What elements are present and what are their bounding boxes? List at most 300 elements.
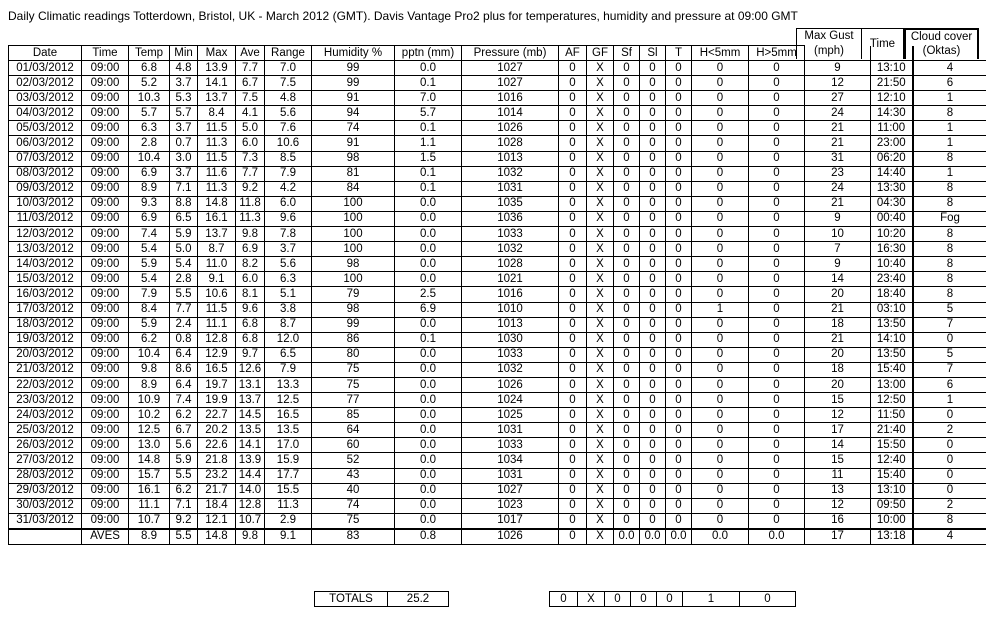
cell-gf: X xyxy=(587,513,614,529)
cell-cloud-cover: 1 xyxy=(913,121,986,136)
cell-date: 22/03/2012 xyxy=(9,377,82,392)
cell-h-gt-5mm: 0 xyxy=(749,91,805,106)
cell-pptn: 0.8 xyxy=(395,529,462,545)
cell-af: 0 xyxy=(559,513,587,529)
cell-max-gust: 17 xyxy=(805,423,871,438)
cell-h-lt-5mm: 0 xyxy=(692,272,749,287)
cell-min: 8.6 xyxy=(170,362,198,377)
cell-gust-time: 11:00 xyxy=(871,121,913,136)
cell-gust-time: 23:00 xyxy=(871,136,913,151)
cell-max: 23.2 xyxy=(198,468,236,483)
cell-min: 6.4 xyxy=(170,347,198,362)
cell-h-lt-5mm: 0 xyxy=(692,498,749,513)
cell-pptn: 0.1 xyxy=(395,181,462,196)
cell-date: 25/03/2012 xyxy=(9,423,82,438)
cell-range: 7.9 xyxy=(265,166,312,181)
cell-t: 0 xyxy=(666,423,692,438)
cell-humidity: 75 xyxy=(312,513,395,529)
cell-pressure: 1036 xyxy=(462,211,559,226)
table-row xyxy=(9,423,986,438)
cell-h-gt-5mm: 0 xyxy=(749,393,805,408)
cell-max-gust: 27 xyxy=(805,91,871,106)
cell-max-gust: 12 xyxy=(805,408,871,423)
cell-sl: 0 xyxy=(640,227,666,242)
cell-cloud-cover: 8 xyxy=(913,513,986,529)
cell-max-gust: 9 xyxy=(805,211,871,226)
cell-pptn: 0.0 xyxy=(395,317,462,332)
cell-max: 12.8 xyxy=(198,332,236,347)
cell-temp: 5.2 xyxy=(129,76,170,91)
cell-range: 7.0 xyxy=(265,61,312,76)
cell-min: 4.8 xyxy=(170,61,198,76)
cell-gf: X xyxy=(587,136,614,151)
cell-gf: X xyxy=(587,166,614,181)
cell-pptn: 0.1 xyxy=(395,121,462,136)
cell-time: 09:00 xyxy=(82,468,129,483)
cell-h-lt-5mm: 0 xyxy=(692,166,749,181)
cell-h-gt-5mm: 0 xyxy=(749,483,805,498)
cell-gf: X xyxy=(587,211,614,226)
cell-pressure: 1035 xyxy=(462,196,559,211)
cell-max-gust: 13 xyxy=(805,483,871,498)
cell-t: 0 xyxy=(666,181,692,196)
cell-time: 09:00 xyxy=(82,498,129,513)
cell-range: 15.5 xyxy=(265,483,312,498)
cell-max: 14.1 xyxy=(198,76,236,91)
cell-t: 0 xyxy=(666,166,692,181)
cell-af: 0 xyxy=(559,423,587,438)
cell-sl: 0 xyxy=(640,317,666,332)
cell-gust-time: 18:40 xyxy=(871,287,913,302)
cell-temp: 12.5 xyxy=(129,423,170,438)
cell-gf: X xyxy=(587,393,614,408)
cell-pressure: 1023 xyxy=(462,498,559,513)
cell-range: 11.3 xyxy=(265,498,312,513)
cell-t: 0 xyxy=(666,302,692,317)
cell-sl: 0 xyxy=(640,181,666,196)
cell-date: 02/03/2012 xyxy=(9,76,82,91)
table-row xyxy=(9,438,986,453)
cell-gust-time: 09:50 xyxy=(871,498,913,513)
cell-humidity: 80 xyxy=(312,347,395,362)
cell-range: 10.6 xyxy=(265,136,312,151)
cell-ave: 9.8 xyxy=(236,227,265,242)
cell-gf: X xyxy=(587,317,614,332)
cell-sf: 0.0 xyxy=(614,529,640,545)
cell-pressure: Pressure (mb) xyxy=(462,46,559,61)
cell-min: 2.4 xyxy=(170,317,198,332)
cell-h-lt-5mm: H<5mm xyxy=(692,46,749,61)
cell-gf: X xyxy=(587,498,614,513)
cell-pressure: 1033 xyxy=(462,438,559,453)
cell-sf: 0 xyxy=(614,181,640,196)
cell-min: 5.5 xyxy=(170,468,198,483)
cell-cloud-cover: 4 xyxy=(913,529,986,545)
cell-cloud-cover: 8 xyxy=(913,272,986,287)
cell-min: 7.4 xyxy=(170,393,198,408)
cell-gust-time: 03:10 xyxy=(871,302,913,317)
cell-max-gust: 17 xyxy=(805,529,871,545)
cell-range: 8.7 xyxy=(265,317,312,332)
cell-range: 17.0 xyxy=(265,438,312,453)
table-row xyxy=(9,91,986,106)
cell-time: 09:00 xyxy=(82,332,129,347)
cell-af: 0 xyxy=(559,287,587,302)
cell-max-gust: 9 xyxy=(805,257,871,272)
cell-af: 0 xyxy=(559,272,587,287)
cell-h-lt-5mm: 0 xyxy=(692,91,749,106)
cell-t: 0 xyxy=(666,227,692,242)
cell-h-gt-5mm: H>5mm xyxy=(749,46,805,61)
cell-sf: 0 xyxy=(614,166,640,181)
cell-ave: 5.0 xyxy=(236,121,265,136)
cell-ave: 7.3 xyxy=(236,151,265,166)
cell-cloud-cover: 5 xyxy=(913,347,986,362)
cell-pressure: 1010 xyxy=(462,302,559,317)
cell-t: 0.0 xyxy=(666,529,692,545)
cell-range: 6.3 xyxy=(265,272,312,287)
cell-humidity: 81 xyxy=(312,166,395,181)
table-row xyxy=(9,332,986,347)
cell-gust-time: 13:18 xyxy=(871,529,913,545)
cell-min: 5.0 xyxy=(170,242,198,257)
cell-gf: X xyxy=(587,242,614,257)
cell-date: 20/03/2012 xyxy=(9,347,82,362)
cell-pressure: 1017 xyxy=(462,513,559,529)
cell-date: 16/03/2012 xyxy=(9,287,82,302)
cell-min: 6.2 xyxy=(170,483,198,498)
cell-ave: 9.7 xyxy=(236,347,265,362)
cell-max-gust: 9 xyxy=(805,61,871,76)
cell-sf: Sf xyxy=(614,46,640,61)
cell-min: 5.5 xyxy=(170,287,198,302)
cell-temp: 11.1 xyxy=(129,498,170,513)
cell-range: 2.9 xyxy=(265,513,312,529)
cell-h-lt-5mm: 0 xyxy=(692,287,749,302)
cell-af: 0 xyxy=(559,468,587,483)
cell-h-gt-5mm: 0 xyxy=(749,257,805,272)
totals-flag-cell: X xyxy=(578,592,605,607)
cell-sl: 0 xyxy=(640,196,666,211)
cell-max: 16.5 xyxy=(198,362,236,377)
cell-h-gt-5mm: 0.0 xyxy=(749,529,805,545)
cell-gf: X xyxy=(587,121,614,136)
cell-sl: 0 xyxy=(640,91,666,106)
cell-cloud-cover: 1 xyxy=(913,91,986,106)
aves-row xyxy=(9,529,986,545)
cell-af: 0 xyxy=(559,151,587,166)
cell-min: 2.8 xyxy=(170,272,198,287)
cell-h-lt-5mm: 0 xyxy=(692,423,749,438)
cell-gust-time: 11:50 xyxy=(871,408,913,423)
cell-gf: X xyxy=(587,76,614,91)
cell-pressure: 1027 xyxy=(462,61,559,76)
cell-h-lt-5mm: 0 xyxy=(692,393,749,408)
cell-max: 13.9 xyxy=(198,61,236,76)
cell-h-lt-5mm: 0 xyxy=(692,242,749,257)
cell-max-gust: 18 xyxy=(805,362,871,377)
cell-pptn: 0.0 xyxy=(395,393,462,408)
cell-cloud-cover xyxy=(913,46,986,61)
cell-sl: 0 xyxy=(640,257,666,272)
cell-h-gt-5mm: 0 xyxy=(749,242,805,257)
cell-time: 09:00 xyxy=(82,91,129,106)
cell-date: 04/03/2012 xyxy=(9,106,82,121)
cell-max: 14.8 xyxy=(198,196,236,211)
cell-sl: 0 xyxy=(640,332,666,347)
cell-date: 18/03/2012 xyxy=(9,317,82,332)
cell-sf: 0 xyxy=(614,332,640,347)
cell-sf: 0 xyxy=(614,242,640,257)
cell-sl: 0 xyxy=(640,151,666,166)
cell-sl: Sl xyxy=(640,46,666,61)
cell-time: 09:00 xyxy=(82,106,129,121)
cell-date: 07/03/2012 xyxy=(9,151,82,166)
cell-af: 0 xyxy=(559,529,587,545)
cell-range: 7.9 xyxy=(265,362,312,377)
cell-af: 0 xyxy=(559,393,587,408)
cell-pptn: 0.1 xyxy=(395,332,462,347)
cell-humidity: 84 xyxy=(312,181,395,196)
cell-h-gt-5mm: 0 xyxy=(749,302,805,317)
cell-gust-time: 14:10 xyxy=(871,332,913,347)
cell-cloud-cover: 1 xyxy=(913,166,986,181)
cell-h-lt-5mm: 0 xyxy=(692,483,749,498)
cell-max: 19.7 xyxy=(198,377,236,392)
cell-sf: 0 xyxy=(614,498,640,513)
cell-pressure: 1027 xyxy=(462,76,559,91)
cell-pptn: 1.1 xyxy=(395,136,462,151)
cell-gf: X xyxy=(587,347,614,362)
cell-humidity: 100 xyxy=(312,227,395,242)
cell-humidity: Humidity % xyxy=(312,46,395,61)
cell-h-gt-5mm: 0 xyxy=(749,151,805,166)
cell-max: 11.5 xyxy=(198,121,236,136)
cell-date: 19/03/2012 xyxy=(9,332,82,347)
totals-flag-cell: 0 xyxy=(550,592,578,607)
cell-pptn: 0.0 xyxy=(395,242,462,257)
cell-gust-time: 14:30 xyxy=(871,106,913,121)
cell-ave: 9.8 xyxy=(236,529,265,545)
cell-temp: 16.1 xyxy=(129,483,170,498)
cell-range: 7.6 xyxy=(265,121,312,136)
cell-gf: X xyxy=(587,332,614,347)
cell-pressure: 1031 xyxy=(462,468,559,483)
cell-sl: 0 xyxy=(640,272,666,287)
cell-t: T xyxy=(666,46,692,61)
cell-sf: 0 xyxy=(614,483,640,498)
cell-max-gust: 15 xyxy=(805,453,871,468)
cell-pptn: 0.1 xyxy=(395,166,462,181)
cell-ave: 14.1 xyxy=(236,438,265,453)
cell-sl: 0 xyxy=(640,483,666,498)
cell-pressure: 1013 xyxy=(462,317,559,332)
cell-h-lt-5mm: 1 xyxy=(692,302,749,317)
cell-af: 0 xyxy=(559,91,587,106)
cell-cloud-cover: 1 xyxy=(913,393,986,408)
cell-t: 0 xyxy=(666,76,692,91)
cell-sl: 0 xyxy=(640,121,666,136)
cell-gf: X xyxy=(587,272,614,287)
cell-date: 31/03/2012 xyxy=(9,513,82,529)
cell-sl: 0 xyxy=(640,347,666,362)
cell-t: 0 xyxy=(666,257,692,272)
cell-temp: 6.9 xyxy=(129,166,170,181)
cell-pressure: 1034 xyxy=(462,453,559,468)
cell-max: 12.9 xyxy=(198,347,236,362)
cell-temp: 9.3 xyxy=(129,196,170,211)
cell-temp: 8.4 xyxy=(129,302,170,317)
cell-cloud-cover: 1 xyxy=(913,136,986,151)
cell-max-gust: 16 xyxy=(805,513,871,529)
cell-time: 09:00 xyxy=(82,287,129,302)
cell-h-lt-5mm: 0 xyxy=(692,347,749,362)
cell-gust-time: 06:20 xyxy=(871,151,913,166)
cell-sf: 0 xyxy=(614,211,640,226)
cell-sl: 0 xyxy=(640,61,666,76)
cell-h-gt-5mm: 0 xyxy=(749,438,805,453)
cell-ave: 6.8 xyxy=(236,317,265,332)
cell-temp: 10.4 xyxy=(129,347,170,362)
cell-time: 09:00 xyxy=(82,76,129,91)
cell-humidity: 100 xyxy=(312,196,395,211)
cell-cloud-cover: 2 xyxy=(913,423,986,438)
cell-max-gust: 15 xyxy=(805,393,871,408)
cell-time: Time xyxy=(82,46,129,61)
cell-gust-time: 12:10 xyxy=(871,91,913,106)
cell-sl: 0 xyxy=(640,513,666,529)
cell-range: 16.5 xyxy=(265,408,312,423)
cell-t: 0 xyxy=(666,91,692,106)
cell-pptn: pptn (mm) xyxy=(395,46,462,61)
cell-ave: 6.9 xyxy=(236,242,265,257)
table-row xyxy=(9,317,986,332)
cell-temp: 6.8 xyxy=(129,61,170,76)
cell-t: 0 xyxy=(666,136,692,151)
cell-min: 3.7 xyxy=(170,166,198,181)
totals-pptn: 25.2 xyxy=(388,592,449,607)
cell-gust-time: 13:10 xyxy=(871,61,913,76)
cell-gust-time: 13:10 xyxy=(871,483,913,498)
cell-time: 09:00 xyxy=(82,483,129,498)
cell-t: 0 xyxy=(666,468,692,483)
cell-temp: 6.2 xyxy=(129,332,170,347)
cell-h-lt-5mm: 0 xyxy=(692,332,749,347)
cell-af: 0 xyxy=(559,377,587,392)
cell-gust-time: 14:40 xyxy=(871,166,913,181)
cell-h-lt-5mm: 0 xyxy=(692,136,749,151)
cell-range: 15.9 xyxy=(265,453,312,468)
cell-af: AF xyxy=(559,46,587,61)
cell-ave: 7.7 xyxy=(236,166,265,181)
cell-time: 09:00 xyxy=(82,408,129,423)
cell-sf: 0 xyxy=(614,136,640,151)
cell-cloud-cover: 8 xyxy=(913,181,986,196)
cell-range: 9.1 xyxy=(265,529,312,545)
totals-label: TOTALS xyxy=(315,592,388,607)
cell-temp: 14.8 xyxy=(129,453,170,468)
cell-sf: 0 xyxy=(614,61,640,76)
cell-range: 13.5 xyxy=(265,423,312,438)
cell-temp: Temp xyxy=(129,46,170,61)
table-row xyxy=(9,227,986,242)
cell-pptn: 6.9 xyxy=(395,302,462,317)
cell-sf: 0 xyxy=(614,272,640,287)
cell-humidity: 75 xyxy=(312,377,395,392)
cell-cloud-cover: 0 xyxy=(913,468,986,483)
cell-af: 0 xyxy=(559,438,587,453)
cell-date: 21/03/2012 xyxy=(9,362,82,377)
cell-humidity: 100 xyxy=(312,242,395,257)
cell-max: 13.7 xyxy=(198,227,236,242)
cell-ave: 13.5 xyxy=(236,423,265,438)
cell-min: 6.4 xyxy=(170,377,198,392)
cell-max-gust: 23 xyxy=(805,166,871,181)
cell-date: 23/03/2012 xyxy=(9,393,82,408)
cell-sl: 0 xyxy=(640,423,666,438)
cell-humidity: 99 xyxy=(312,61,395,76)
cell-min: 5.5 xyxy=(170,529,198,545)
cell-max: Max xyxy=(198,46,236,61)
cell-range: 4.2 xyxy=(265,181,312,196)
cell-time: 09:00 xyxy=(82,423,129,438)
cell-t: 0 xyxy=(666,242,692,257)
cell-min: 6.5 xyxy=(170,211,198,226)
cell-max: 11.3 xyxy=(198,181,236,196)
cell-t: 0 xyxy=(666,151,692,166)
cell-af: 0 xyxy=(559,211,587,226)
cell-ave: 9.6 xyxy=(236,302,265,317)
cell-humidity: 98 xyxy=(312,302,395,317)
cell-max: 11.3 xyxy=(198,136,236,151)
cell-t: 0 xyxy=(666,347,692,362)
cell-time: 09:00 xyxy=(82,302,129,317)
cell-max-gust: 24 xyxy=(805,106,871,121)
totals-table xyxy=(314,591,449,607)
cell-h-lt-5mm: 0.0 xyxy=(692,529,749,545)
cell-gf: X xyxy=(587,468,614,483)
cell-min: 6.7 xyxy=(170,423,198,438)
cell-h-gt-5mm: 0 xyxy=(749,121,805,136)
cell-pptn: 0.0 xyxy=(395,196,462,211)
cell-sf: 0 xyxy=(614,302,640,317)
cell-time: AVES xyxy=(82,529,129,545)
table-row xyxy=(9,211,986,226)
cell-cloud-cover: 2 xyxy=(913,498,986,513)
cell-min: 7.7 xyxy=(170,302,198,317)
cell-cloud-cover: 0 xyxy=(913,483,986,498)
cell-t: 0 xyxy=(666,513,692,529)
cell-af: 0 xyxy=(559,181,587,196)
cell-date: 15/03/2012 xyxy=(9,272,82,287)
cell-ave: 13.1 xyxy=(236,377,265,392)
cell-max: 13.7 xyxy=(198,91,236,106)
cell-max-gust: 11 xyxy=(805,468,871,483)
cell-sf: 0 xyxy=(614,347,640,362)
cell-min: 9.2 xyxy=(170,513,198,529)
cell-date: Date xyxy=(9,46,82,61)
cell-pptn: 0.0 xyxy=(395,438,462,453)
cell-t: 0 xyxy=(666,106,692,121)
cell-gf: X xyxy=(587,181,614,196)
cell-gust-time: 15:50 xyxy=(871,438,913,453)
cell-max: 16.1 xyxy=(198,211,236,226)
table-row xyxy=(9,257,986,272)
cell-range: 5.1 xyxy=(265,287,312,302)
cell-h-gt-5mm: 0 xyxy=(749,332,805,347)
cell-sl: 0 xyxy=(640,393,666,408)
cell-af: 0 xyxy=(559,196,587,211)
